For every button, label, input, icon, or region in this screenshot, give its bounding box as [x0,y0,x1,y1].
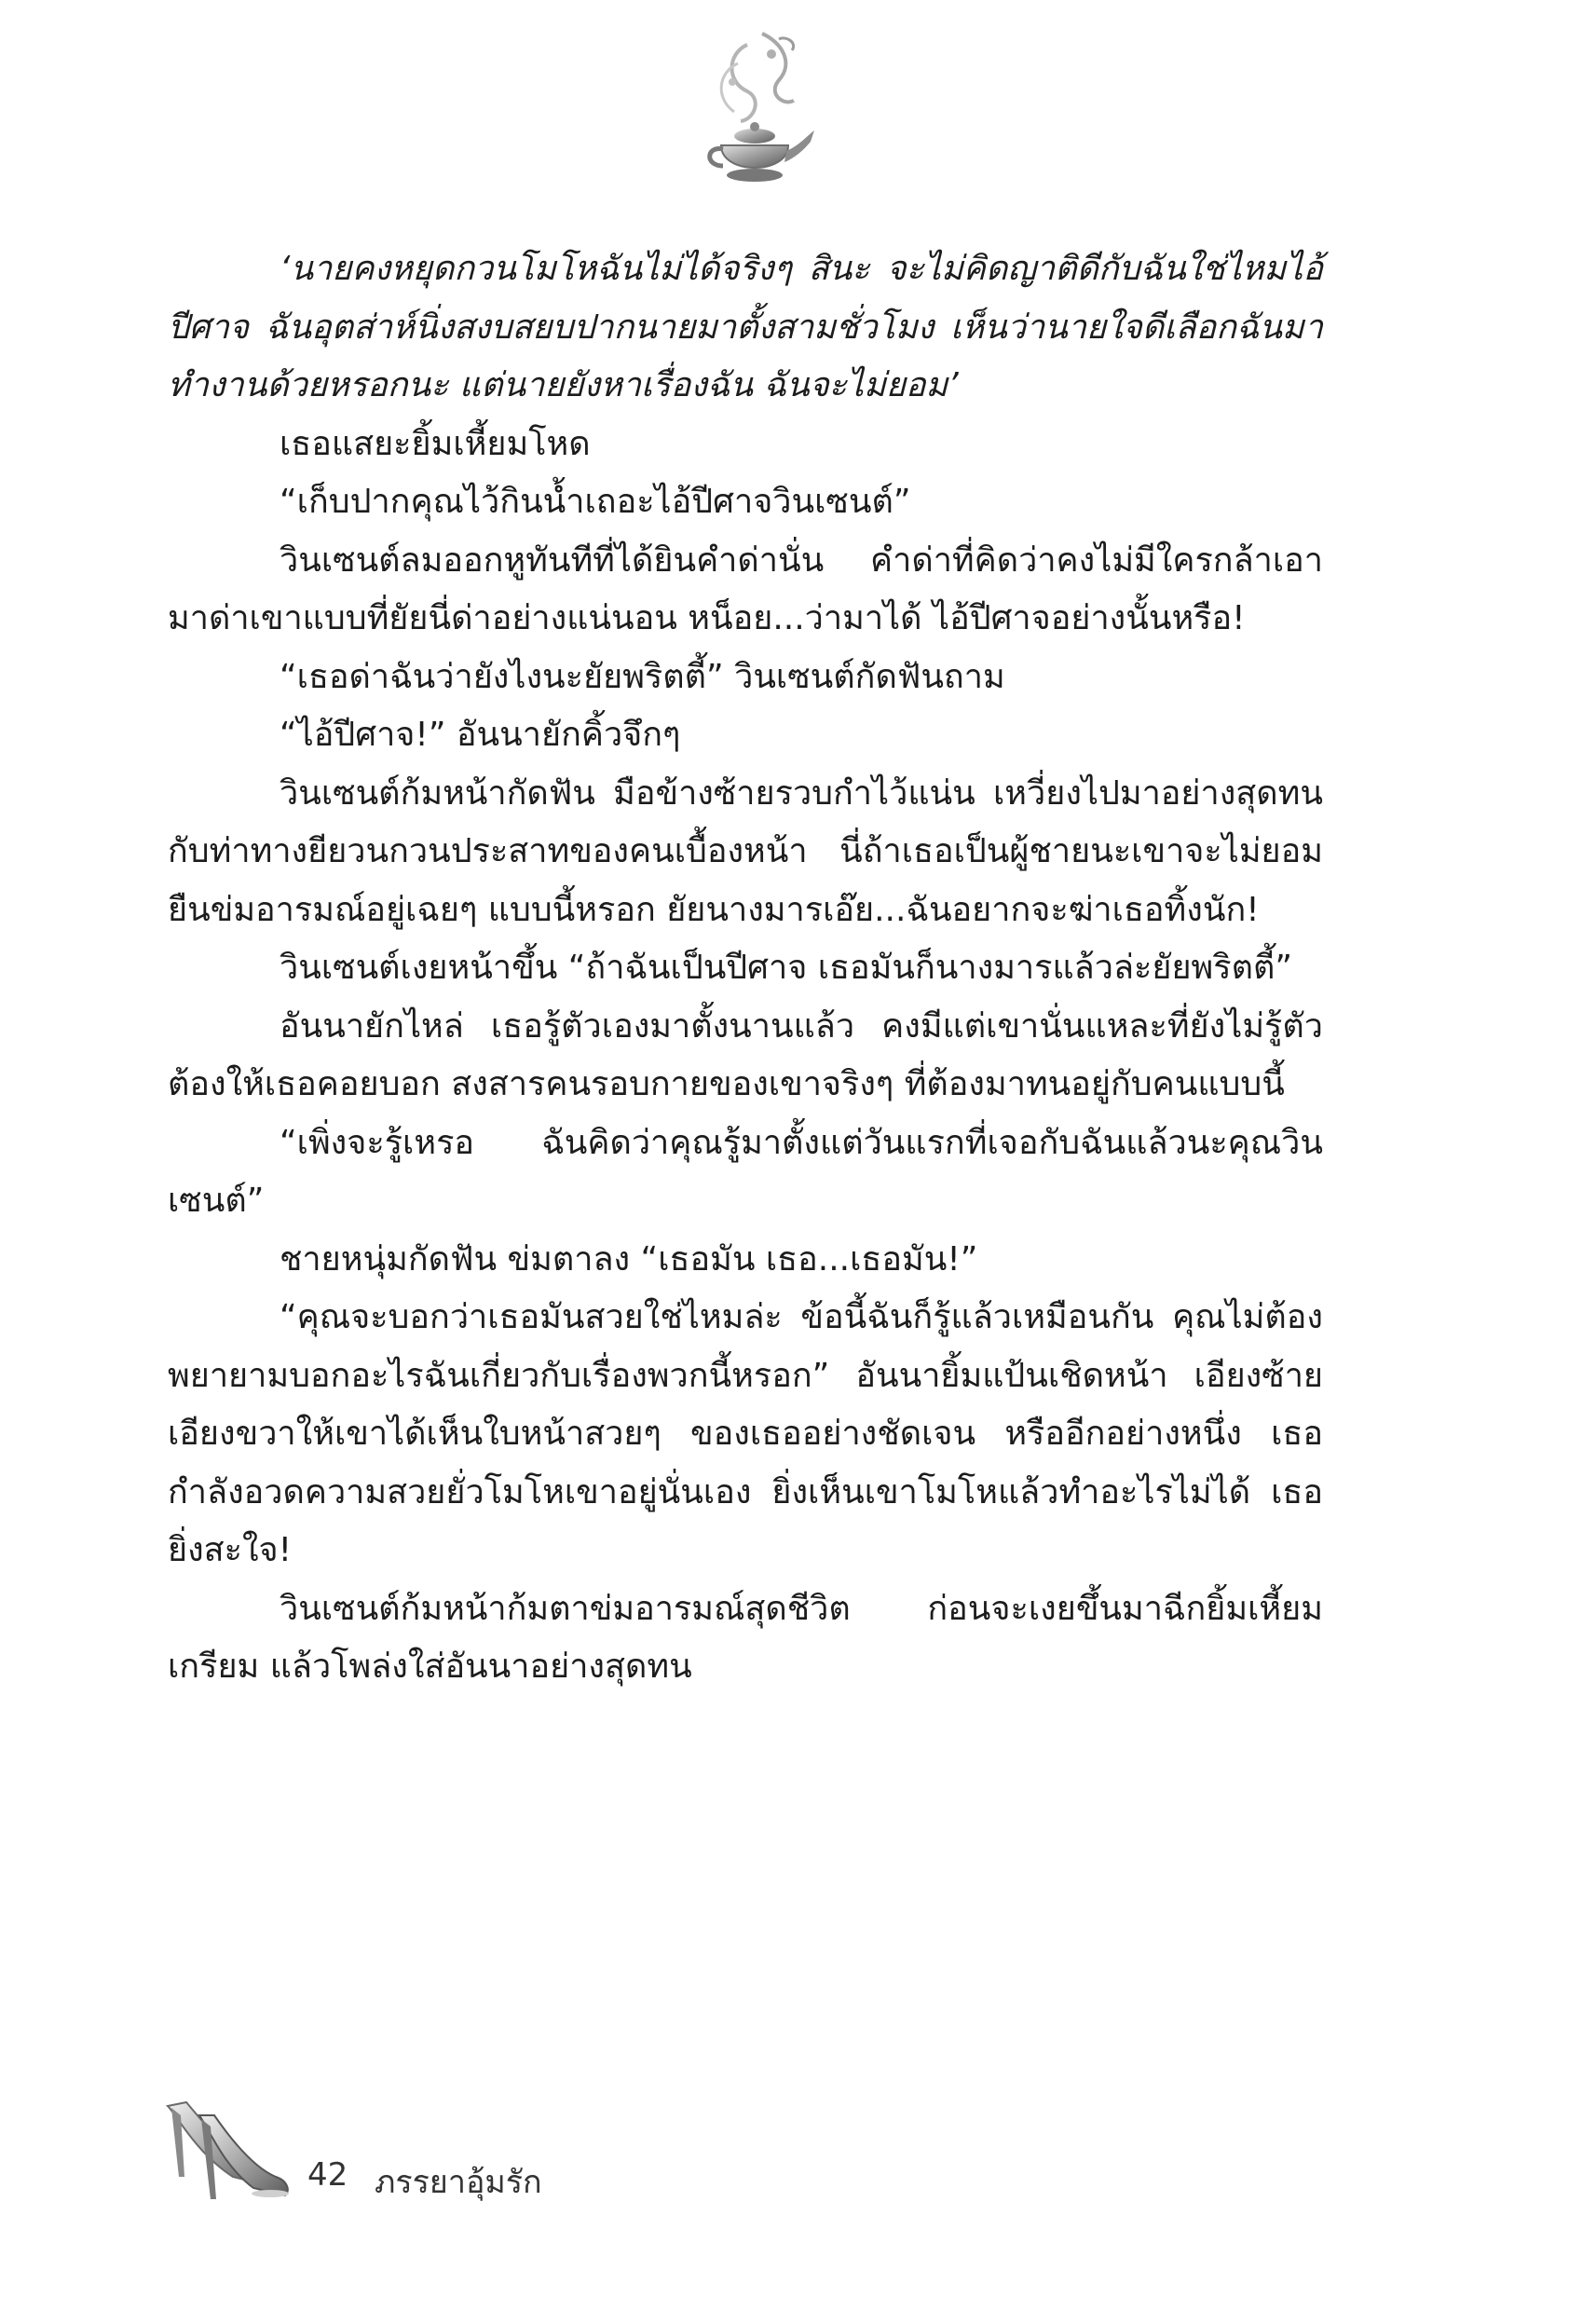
paragraph: วินเซนต์ก้มหน้าก้มตาข่มอารมณ์สุดชีวิต ก่อนจะเงยขึ้นมาฉีกยิ้มเหี้ยมเกรียม แล้วโพล่งใส่อันนาอย่างสุดทน [168,1589,1323,1686]
paragraph: วินเซนต์เงยหน้าขึ้น “ถ้าฉันเป็นปีศาจ เธอมันก็นางมารแล้วล่ะยัยพริตตี้” [280,949,1293,987]
high-heels-icon [158,2087,298,2218]
paragraph-thought: ‘นายคงหยุดกวนโมโหฉันไม่ได้จริงๆ สินะ จะไม่คิดญาติดีกับฉันใช่ไหมไอ้ปีศาจ ฉันอุตส่าห์นิ่งสงบสยบปากนายมาตั้งสามชั่วโมง เห็นว่านายใจดีเลือกฉันมาทำงานด้วยหรอกนะ แต่นายยังหาเรื่องฉัน ฉันจะไม่ยอม’ [168,250,1323,404]
paragraph: วินเซนต์ลมออกหูทันทีที่ได้ยินคำด่านั่น คำด่าที่คิดว่าคงไม่มีใครกล้าเอามาด่าเขาแบบที่ยัยนี่ด่าอย่างแน่นอน หน็อย...ว่ามาได้ ไอ้ปีศาจอย่างนั้นหรือ! [168,540,1323,637]
teapot-ornament-icon [689,26,820,203]
paragraph: “เพิ่งจะรู้เหรอ ฉันคิดว่าคุณรู้มาตั้งแต่วันแรกที่เจอกับฉันแล้วนะคุณวินเซนต์” [168,1123,1323,1220]
paragraph: “เก็บปากคุณไว้กินน้ำเถอะไอ้ปีศาจวินเซนต์” [280,483,911,521]
paragraph: วินเซนต์ก้มหน้ากัดฟัน มือข้างซ้ายรวบกำไว้แน่น เหวี่ยงไปมาอย่างสุดทนกับท่าทางยียวนกวนประสาทของคนเบื้องหน้า นี่ถ้าเธอเป็นผู้ชายนะเขาจะไม่ยอมยืนข่มอารมณ์อยู่เฉยๆ แบบนี้หรอก ยัยนางมารเอ๊ย...ฉันอยากจะฆ่าเธอทิ้งนัก! [168,773,1323,929]
paragraph: “คุณจะบอกว่าเธอมันสวยใช่ไหมล่ะ ข้อนี้ฉันก็รู้แล้วเหมือนกัน คุณไม่ต้องพยายามบอกอะไรฉันเกี่ยวกับเรื่องพวกนี้หรอก” อันนายิ้มแป้นเชิดหน้า เอียงซ้ายเอียงขวาให้เขาได้เห็นใบหน้าสวยๆ ของเธออย่างชัดเจน หรืออีกอย่างหนึ่ง เธอกำลังอวดความสวยยั่วโมโหเขาอยู่นั่นเอง ยิ่งเห็นเขาโมโหแล้วทำอะไรไม่ได้ เธอยิ่งสะใจ! [168,1298,1323,1569]
page-number: 42 [307,2156,348,2194]
paragraph: “เธอด่าฉันว่ายังไงนะยัยพริตตี้” วินเซนต์กัดฟันถาม [280,657,1005,696]
paragraph: อันนายักไหล่ เธอรู้ตัวเองมาตั้งนานแล้ว คงมีแต่เขานั่นแหละที่ยังไม่รู้ตัว ต้องให้เธอคอยบอก สงสารคนรอบกายของเขาจริงๆ ที่ต้องมาทนอยู่กับคนแบบนี้ [168,1006,1323,1103]
page-body [168,240,1323,1697]
paragraph: เธอแสยะยิ้มเหี้ยมโหด [280,424,591,463]
page-footer [158,2087,811,2246]
paragraph: “ไอ้ปีศาจ!” อันนายักคิ้วจึกๆ [280,716,681,754]
paragraph: ชายหนุ่มกัดฟัน ข่มตาลง “เธอมัน เธอ...เธอมัน!” [280,1239,978,1279]
book-title: ภรรยาอุ้มรัก [375,2164,542,2201]
